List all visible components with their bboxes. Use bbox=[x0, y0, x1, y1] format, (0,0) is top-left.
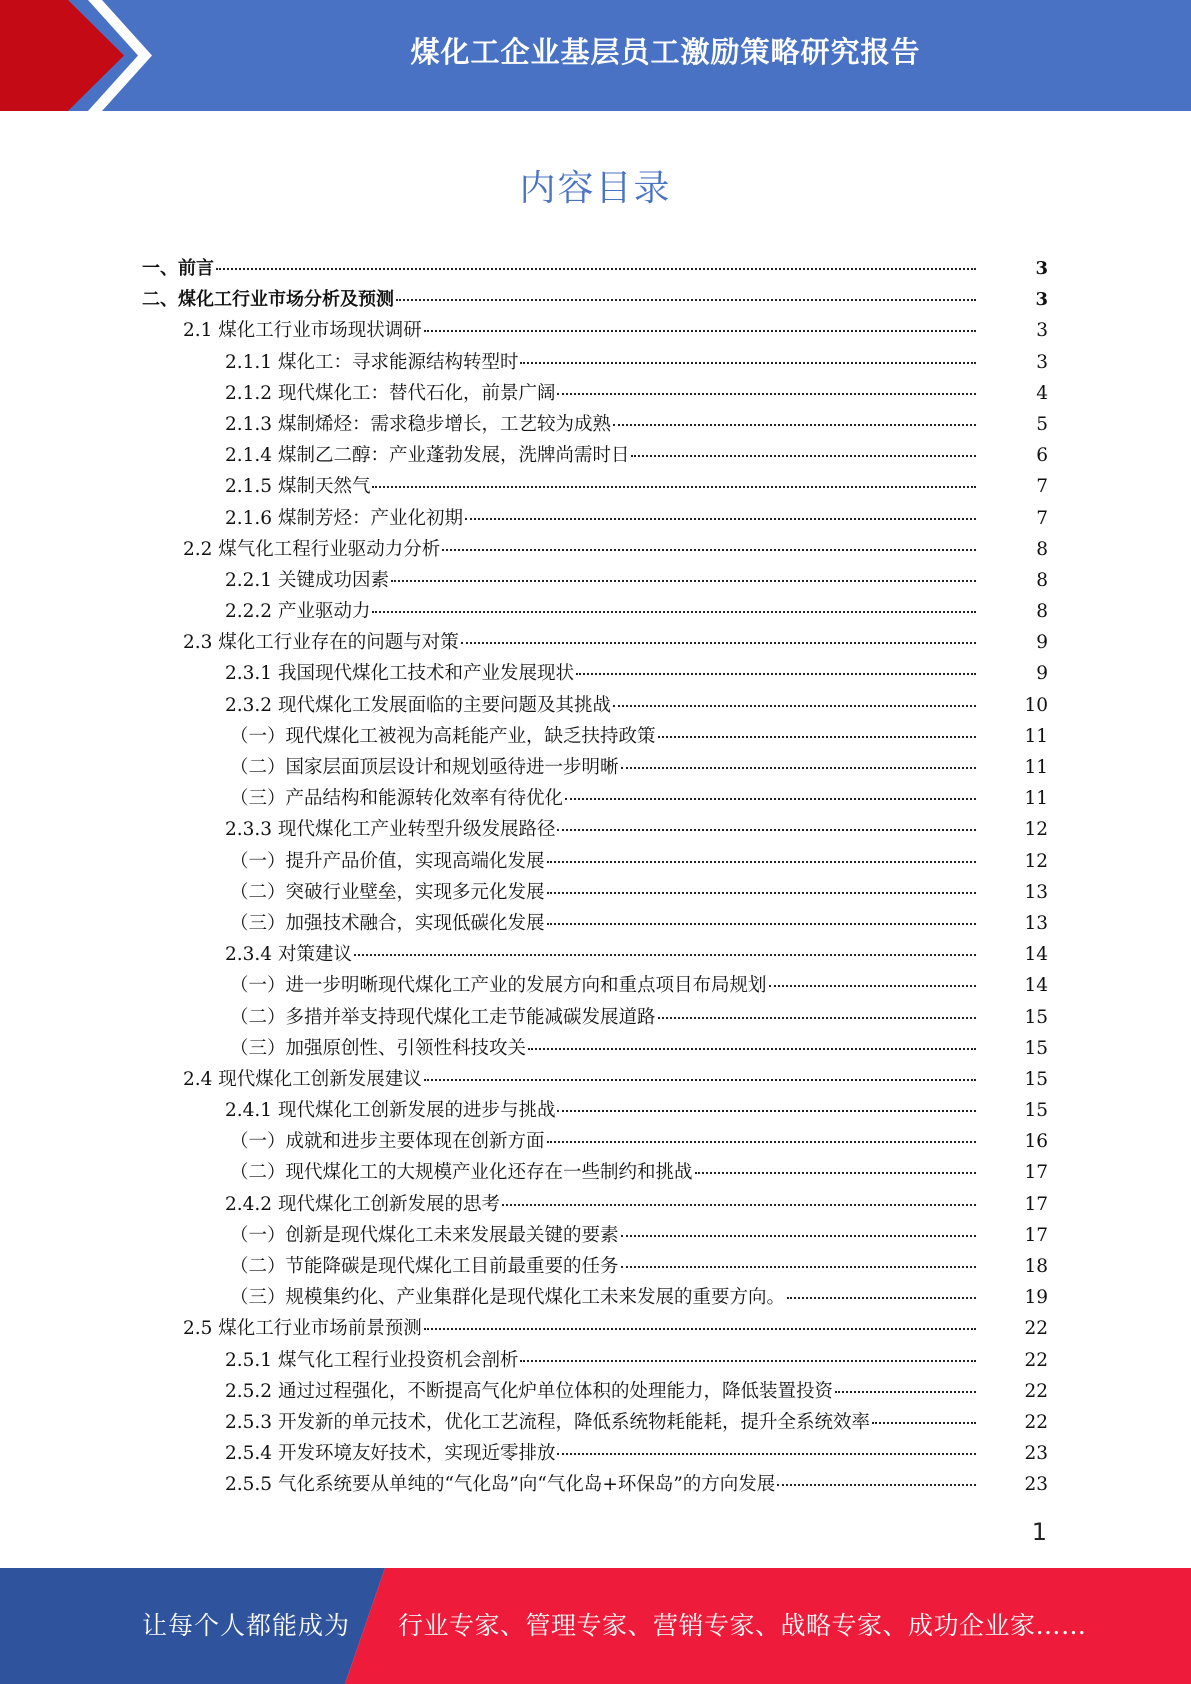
footer-slogan-left: 让每个人都能成为 bbox=[142, 1611, 351, 1640]
toc-entry-title: （三）规模集约化、产业集群化是现代煤化工未来发展的重要方向。 bbox=[230, 1287, 786, 1309]
toc-leader-dots bbox=[520, 362, 976, 364]
toc-leader-dots bbox=[461, 642, 976, 644]
toc-entry[interactable] bbox=[0, 908, 1191, 939]
toc-entry-page: 8 bbox=[1036, 601, 1048, 623]
toc-entry[interactable] bbox=[0, 939, 1191, 970]
toc-entry-title: 2.5.5 气化系统要从单纯的“气化岛”向“气化岛+环保岛”的方向发展 bbox=[225, 1474, 776, 1496]
toc-entry-title: （二）现代煤化工的大规模产业化还存在一些制约和挑战 bbox=[230, 1162, 693, 1184]
toc-entry[interactable] bbox=[0, 1345, 1191, 1376]
toc-leader-dots bbox=[520, 1360, 976, 1362]
toc-entry-title: （三）加强技术融合，实现低碳化发展 bbox=[230, 912, 545, 934]
toc-entry-page: 11 bbox=[1024, 757, 1048, 778]
toc-entry[interactable] bbox=[0, 1126, 1191, 1157]
toc-entry-page: 9 bbox=[1036, 663, 1048, 685]
toc-entry-title: 2.4.1 现代煤化工创新发展的进步与挑战 bbox=[225, 1100, 556, 1122]
toc-entry[interactable] bbox=[0, 534, 1191, 565]
toc-entry-page: 7 bbox=[1036, 507, 1048, 529]
toc-entry-title: 2.5.4 开发环境友好技术，实现近零排放 bbox=[225, 1443, 556, 1465]
toc-leader-dots bbox=[787, 1297, 976, 1299]
toc-entry[interactable] bbox=[0, 1251, 1191, 1282]
toc-entry-title: 2.1.4 煤制乙二醇：产业蓬勃发展，洗牌尚需时日 bbox=[225, 445, 630, 467]
toc-entry-page: 16 bbox=[1024, 1131, 1048, 1153]
toc-entry-page: 15 bbox=[1024, 1037, 1048, 1059]
table-of-contents bbox=[0, 253, 1191, 1501]
toc-entry-page: 19 bbox=[1024, 1287, 1048, 1309]
toc-entry-page: 17 bbox=[1024, 1224, 1048, 1246]
toc-entry[interactable] bbox=[0, 565, 1191, 596]
toc-leader-dots bbox=[547, 861, 976, 863]
toc-entry-title: （二）多措并举支持现代煤化工走节能减碳发展道路 bbox=[230, 1006, 656, 1028]
toc-entry-page: 22 bbox=[1024, 1318, 1048, 1340]
toc-leader-dots bbox=[613, 424, 976, 426]
toc-entry[interactable] bbox=[0, 440, 1191, 471]
toc-entry-page: 11 bbox=[1024, 788, 1048, 810]
toc-entry[interactable] bbox=[0, 1157, 1191, 1188]
toc-entry-title: 2.3 煤化工行业存在的问题与对策 bbox=[183, 632, 459, 654]
toc-heading: 内容目录 bbox=[519, 168, 672, 209]
toc-entry-title: 2.1.1 煤化工：寻求能源结构转型时 bbox=[225, 351, 519, 373]
toc-entry[interactable] bbox=[0, 1438, 1191, 1469]
toc-entry[interactable] bbox=[0, 1002, 1191, 1033]
toc-entry-page: 22 bbox=[1024, 1411, 1048, 1433]
toc-entry-page: 17 bbox=[1024, 1162, 1048, 1184]
header-arrow-decoration bbox=[0, 0, 160, 111]
toc-entry-page: 9 bbox=[1036, 632, 1048, 654]
toc-entry-page: 10 bbox=[1024, 694, 1048, 716]
toc-entry[interactable] bbox=[0, 284, 1191, 315]
toc-entry-title: 2.3.2 现代煤化工发展面临的主要问题及其挑战 bbox=[225, 694, 611, 716]
toc-entry-title: （二）节能降碳是现代煤化工目前最重要的任务 bbox=[230, 1256, 619, 1277]
toc-leader-dots bbox=[354, 954, 976, 956]
toc-entry-page: 3 bbox=[1035, 289, 1048, 311]
toc-entry-title: （一）现代煤化工被视为高耗能产业，缺乏扶持政策 bbox=[230, 725, 656, 747]
toc-entry-page: 5 bbox=[1036, 413, 1048, 435]
toc-leader-dots bbox=[465, 518, 976, 520]
toc-entry-title: （二）国家层面顶层设计和规划亟待进一步明晰 bbox=[230, 757, 619, 778]
toc-entry-page: 23 bbox=[1024, 1443, 1048, 1465]
toc-leader-dots bbox=[872, 1422, 976, 1424]
toc-entry-title: 2.2.2 产业驱动力 bbox=[225, 601, 371, 623]
toc-entry[interactable] bbox=[0, 658, 1191, 689]
toc-entry[interactable] bbox=[0, 1376, 1191, 1407]
toc-entry-title: （一）成就和进步主要体现在创新方面 bbox=[230, 1131, 545, 1153]
toc-entry[interactable] bbox=[0, 1033, 1191, 1064]
toc-entry-page: 3 bbox=[1036, 320, 1048, 342]
toc-entry[interactable] bbox=[0, 721, 1191, 752]
toc-leader-dots bbox=[613, 705, 976, 707]
toc-entry[interactable] bbox=[0, 347, 1191, 378]
toc-entry[interactable] bbox=[0, 783, 1191, 814]
toc-leader-dots bbox=[502, 1204, 976, 1206]
toc-entry-page: 15 bbox=[1024, 1068, 1048, 1090]
toc-entry-page: 14 bbox=[1024, 944, 1048, 966]
footer-slogan-right: 行业专家、管理专家、营销专家、战略专家、成功企业家…… bbox=[398, 1611, 1087, 1640]
toc-leader-dots bbox=[547, 923, 976, 925]
toc-entry[interactable] bbox=[0, 315, 1191, 346]
toc-entry-title: 2.2 煤气化工程行业驱动力分析 bbox=[183, 538, 441, 560]
toc-entry-page: 4 bbox=[1036, 382, 1048, 404]
toc-entry[interactable] bbox=[0, 814, 1191, 845]
toc-entry-title: 2.1.2 现代煤化工：替代石化，前景广阔 bbox=[225, 382, 556, 404]
toc-entry[interactable] bbox=[0, 409, 1191, 440]
toc-entry-title: 2.4.2 现代煤化工创新发展的思考 bbox=[225, 1193, 500, 1215]
toc-entry-page: 8 bbox=[1036, 538, 1048, 560]
toc-entry-page: 18 bbox=[1024, 1256, 1048, 1277]
toc-leader-dots bbox=[557, 1110, 976, 1112]
report-title: 煤化工企业基层员工激励策略研究报告 bbox=[410, 35, 921, 69]
toc-entry-title: 二、煤化工行业市场分析及预测 bbox=[142, 289, 394, 311]
toc-leader-dots bbox=[372, 486, 976, 488]
toc-entry-title: （三）产品结构和能源转化效率有待优化 bbox=[230, 788, 564, 810]
toc-entry[interactable] bbox=[0, 1407, 1191, 1438]
toc-entry-page: 12 bbox=[1024, 819, 1048, 841]
toc-entry-title: 2.1.3 煤制烯烃：需求稳步增长，工艺较为成熟 bbox=[225, 413, 611, 435]
toc-entry-page: 8 bbox=[1036, 569, 1048, 591]
toc-entry-title: 2.5.3 开发新的单元技术，优化工艺流程，降低系统物耗能耗，提升全系统效率 bbox=[225, 1411, 870, 1433]
toc-leader-dots bbox=[372, 611, 976, 613]
toc-entry-title: 2.4 现代煤化工创新发展建议 bbox=[183, 1068, 422, 1090]
toc-leader-dots bbox=[631, 455, 976, 457]
toc-entry-title: （一）进一步明晰现代煤化工产业的发展方向和重点项目布局规划 bbox=[230, 975, 767, 997]
toc-entry[interactable] bbox=[0, 1220, 1191, 1251]
toc-entry-page: 13 bbox=[1024, 881, 1048, 903]
toc-entry[interactable] bbox=[0, 1189, 1191, 1220]
toc-leader-dots bbox=[424, 330, 976, 332]
toc-leader-dots bbox=[557, 1453, 976, 1455]
toc-entry-page: 6 bbox=[1036, 445, 1048, 467]
toc-leader-dots bbox=[396, 299, 976, 301]
toc-leader-dots bbox=[621, 1235, 976, 1237]
toc-leader-dots bbox=[621, 1266, 976, 1268]
toc-entry[interactable] bbox=[0, 1313, 1191, 1344]
toc-leader-dots bbox=[576, 673, 976, 675]
toc-leader-dots bbox=[557, 393, 976, 395]
toc-entry-page: 7 bbox=[1036, 476, 1048, 498]
toc-entry-title: 2.3.1 我国现代煤化工技术和产业发展现状 bbox=[225, 663, 574, 685]
toc-entry[interactable] bbox=[0, 503, 1191, 534]
toc-leader-dots bbox=[621, 767, 976, 769]
toc-leader-dots bbox=[391, 580, 976, 582]
toc-leader-dots bbox=[547, 892, 976, 894]
toc-entry[interactable] bbox=[0, 1095, 1191, 1126]
toc-entry[interactable] bbox=[0, 877, 1191, 908]
toc-entry-title: 2.1 煤化工行业市场现状调研 bbox=[183, 320, 422, 342]
toc-entry-page: 13 bbox=[1024, 912, 1048, 934]
footer-band bbox=[0, 1568, 1191, 1684]
toc-entry[interactable] bbox=[0, 471, 1191, 502]
toc-entry-title: 2.3.3 现代煤化工产业转型升级发展路径 bbox=[225, 819, 556, 841]
toc-leader-dots bbox=[424, 1328, 976, 1330]
toc-entry-page: 11 bbox=[1024, 725, 1048, 747]
toc-entry-title: （一）提升产品价值，实现高端化发展 bbox=[230, 850, 545, 872]
toc-leader-dots bbox=[658, 1017, 976, 1019]
toc-leader-dots bbox=[557, 829, 976, 831]
toc-entry-page: 3 bbox=[1036, 351, 1048, 373]
toc-entry[interactable] bbox=[0, 1469, 1191, 1500]
toc-entry-title: （一）创新是现代煤化工未来发展最关键的要素 bbox=[230, 1224, 619, 1246]
toc-entry[interactable] bbox=[0, 970, 1191, 1001]
toc-entry[interactable] bbox=[0, 253, 1191, 284]
toc-entry[interactable] bbox=[0, 1064, 1191, 1095]
toc-entry[interactable] bbox=[0, 690, 1191, 721]
toc-leader-dots bbox=[565, 798, 976, 800]
toc-entry[interactable] bbox=[0, 378, 1191, 409]
toc-entry[interactable] bbox=[0, 752, 1191, 783]
toc-entry-title: （三）加强原创性、引领性科技攻关 bbox=[230, 1037, 527, 1059]
toc-entry-title: 2.3.4 对策建议 bbox=[225, 944, 352, 966]
toc-leader-dots bbox=[424, 1079, 976, 1081]
toc-entry-page: 15 bbox=[1024, 1006, 1048, 1028]
toc-entry-page: 12 bbox=[1024, 850, 1048, 872]
toc-entry-title: 2.2.1 关键成功因素 bbox=[225, 569, 389, 591]
toc-leader-dots bbox=[658, 736, 976, 738]
toc-leader-dots bbox=[547, 1141, 976, 1143]
toc-leader-dots bbox=[769, 985, 976, 987]
toc-entry[interactable] bbox=[0, 627, 1191, 658]
toc-entry-title: 2.1.6 煤制芳烃：产业化初期 bbox=[225, 507, 463, 529]
toc-entry[interactable] bbox=[0, 846, 1191, 877]
toc-entry-title: 2.5.2 通过过程强化，不断提高气化炉单位体积的处理能力，降低装置投资 bbox=[225, 1380, 833, 1402]
toc-entry-title: （二）突破行业壁垒，实现多元化发展 bbox=[230, 881, 545, 903]
toc-entry-title: 2.1.5 煤制天然气 bbox=[225, 476, 371, 498]
toc-entry-page: 14 bbox=[1024, 975, 1048, 997]
toc-entry[interactable] bbox=[0, 596, 1191, 627]
toc-entry-page: 23 bbox=[1024, 1474, 1048, 1496]
toc-leader-dots bbox=[216, 268, 976, 270]
toc-leader-dots bbox=[442, 549, 976, 551]
toc-entry-page: 22 bbox=[1024, 1349, 1048, 1371]
toc-entry[interactable] bbox=[0, 1282, 1191, 1313]
toc-leader-dots bbox=[835, 1391, 976, 1393]
toc-entry-page: 22 bbox=[1024, 1380, 1048, 1402]
toc-leader-dots bbox=[777, 1484, 976, 1486]
toc-leader-dots bbox=[528, 1048, 976, 1050]
toc-entry-page: 17 bbox=[1024, 1193, 1048, 1215]
toc-leader-dots bbox=[695, 1172, 976, 1174]
page-number: 1 bbox=[1031, 1518, 1047, 1546]
toc-entry-title: 2.5.1 煤气化工程行业投资机会剖析 bbox=[225, 1349, 519, 1371]
toc-entry-title: 2.5 煤化工行业市场前景预测 bbox=[183, 1318, 422, 1340]
toc-entry-page: 15 bbox=[1024, 1100, 1048, 1122]
toc-entry-page: 3 bbox=[1035, 258, 1048, 279]
header-band bbox=[0, 0, 1191, 111]
toc-entry-title: 一、前言 bbox=[142, 258, 214, 279]
